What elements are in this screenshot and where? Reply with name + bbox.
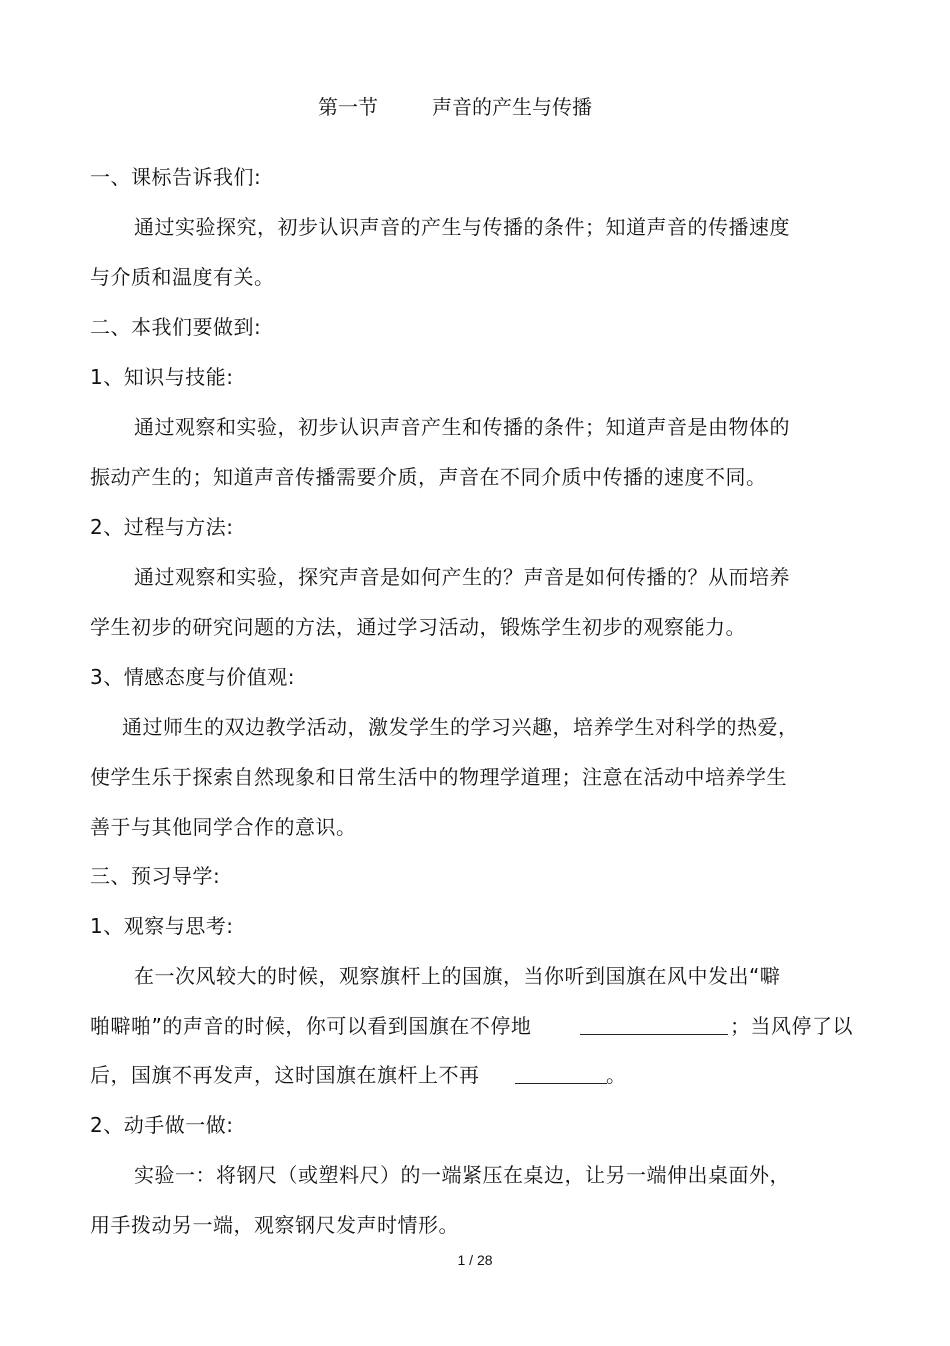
- paragraph-line: 学生初步的研究问题的方法，通过学习活动，锻炼学生初步的观察能力。: [90, 615, 746, 639]
- paragraph-line: 啪噼啪”的声音的时候，你可以看到国旗在不停地: [90, 1014, 532, 1038]
- paragraph-line: 善于与其他同学合作的意识。: [90, 815, 357, 839]
- paragraph-line: 与介质和温度有关。: [90, 265, 275, 289]
- page-title: 声音的产生与传播: [432, 95, 592, 119]
- heading-preview: 三、预习导学:: [90, 864, 221, 888]
- paragraph-line: 在一次风较大的时候，观察旗杆上的国旗，当你听到国旗在风中发出“噼: [134, 964, 781, 988]
- subheading-process: 2、过程与方法:: [90, 515, 234, 539]
- fill-blank-2[interactable]: [515, 1065, 607, 1084]
- subheading-observe: 1、观察与思考:: [90, 914, 234, 938]
- heading-curriculum: 一、课标告诉我们:: [90, 165, 262, 189]
- paragraph-line: 实验一：将钢尺（或塑料尺）的一端紧压在桌边，让另一端伸出桌面外，: [134, 1163, 790, 1187]
- paragraph-line: 后，国旗不再发声，这时国旗在旗杆上不再: [90, 1063, 480, 1087]
- subheading-hands-on: 2、动手做一做:: [90, 1113, 234, 1137]
- paragraph-line: 通过师生的双边教学活动，激发学生的学习兴趣，培养学生对科学的热爱，: [122, 715, 799, 739]
- paragraph-line: ；当风停了以: [730, 1014, 853, 1038]
- paragraph-line: 使学生乐于探索自然现象和日常生活中的物理学道理；注意在活动中培养学生: [90, 765, 787, 789]
- paragraph-line: 。: [606, 1063, 627, 1087]
- heading-goals: 二、本我们要做到:: [90, 315, 262, 339]
- paragraph-line: 用手拨动另一端，观察钢尺发声时情形。: [90, 1213, 459, 1237]
- paragraph-line: 振动产生的；知道声音传播需要介质，声音在不同介质中传播的速度不同。: [90, 465, 767, 489]
- subheading-attitude: 3、情感态度与价值观:: [90, 665, 295, 689]
- paragraph-line: 通过观察和实验，探究声音是如何产生的？声音是如何传播的？从而培养: [134, 565, 790, 589]
- fill-blank-1[interactable]: [580, 1016, 728, 1035]
- paragraph-line: 通过实验探究，初步认识声音的产生与传播的条件；知道声音的传播速度: [134, 215, 790, 239]
- page-number: 1 / 28: [457, 1252, 493, 1268]
- section-number: 第一节: [318, 95, 378, 119]
- paragraph-line: 通过观察和实验，初步认识声音产生和传播的条件；知道声音是由物体的: [134, 415, 790, 439]
- subheading-knowledge: 1、知识与技能:: [90, 365, 234, 389]
